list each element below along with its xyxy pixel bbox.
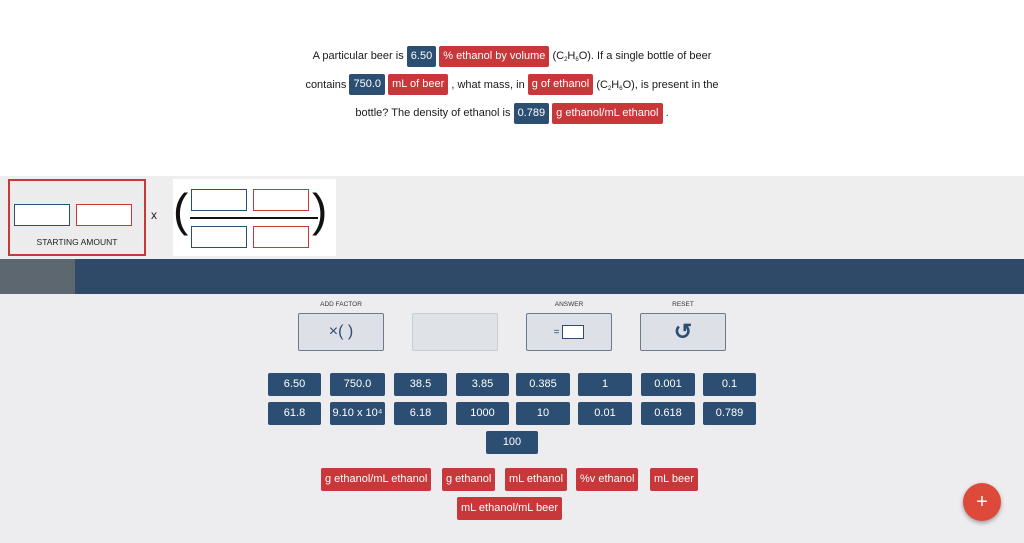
unit-tile[interactable]: mL ethanol/mL beer (457, 497, 562, 520)
unit-tile[interactable]: g ethanol (442, 468, 495, 491)
tile-panel (0, 294, 1024, 543)
question-fragment: O). If a single bottle of beer (578, 50, 712, 62)
number-tile[interactable]: 0.001 (641, 373, 695, 396)
question-fragment: O), is present in the (622, 78, 719, 91)
number-tile[interactable]: 0.789 (703, 402, 756, 425)
reset-label: RESET (672, 301, 694, 308)
denominator-unit-slot[interactable] (253, 226, 309, 248)
number-tile[interactable]: 1 (578, 373, 632, 396)
question-fragment: H (611, 78, 620, 91)
given-value-chip: 750.0 (349, 74, 385, 95)
unit-tile[interactable]: g ethanol/mL ethanol (321, 468, 431, 491)
given-unit-chip: % ethanol by volume (439, 46, 549, 67)
question-line-3 (0, 99, 1024, 128)
question-fragment: contains (305, 78, 347, 91)
number-tile[interactable]: 6.50 (268, 373, 321, 396)
question-fragment: H (567, 50, 576, 62)
right-paren: ) (312, 184, 328, 236)
left-paren: ( (173, 184, 189, 236)
number-tile[interactable]: 1000 (456, 402, 509, 425)
reset-button[interactable] (640, 313, 726, 351)
number-tile[interactable]: 3.85 (456, 373, 509, 396)
denominator-value-slot[interactable] (191, 226, 247, 248)
starting-unit-slot[interactable] (76, 204, 132, 226)
numerator-value-slot[interactable] (191, 189, 247, 211)
divider-bar (0, 259, 1024, 294)
unit-tile[interactable]: %v ethanol (576, 468, 638, 491)
number-tile[interactable]: 9.10 x 10⁴ (330, 402, 385, 425)
question-fragment: A particular beer is (312, 50, 404, 62)
equals-icon: = (553, 326, 560, 338)
conversion-factor (173, 179, 336, 256)
number-tile[interactable]: 0.618 (641, 402, 695, 425)
subscript: 6 (575, 57, 579, 63)
given-value-chip: 6.50 (407, 46, 436, 67)
question-fragment: . (665, 107, 669, 119)
add-factor-symbol: ×( ) (328, 323, 354, 340)
question-text (0, 42, 1024, 128)
add-fab-button[interactable]: + (963, 483, 1001, 521)
work-area (0, 176, 1024, 259)
question-fragment: (C (552, 50, 565, 62)
target-unit-chip: g of ethanol (528, 74, 594, 95)
number-tile[interactable]: 0.01 (578, 402, 632, 425)
starting-amount-box[interactable] (8, 179, 146, 256)
question-fragment: (C (596, 78, 608, 91)
multiply-sign: x (151, 208, 157, 222)
unit-tile[interactable]: mL beer (650, 468, 698, 491)
unit-tile[interactable]: mL ethanol (505, 468, 567, 491)
question-fragment: , what mass, in (451, 78, 525, 91)
answer-slot-icon (562, 325, 584, 339)
number-tile[interactable]: 750.0 (330, 373, 385, 396)
reset-icon: ↺ (673, 319, 693, 344)
question-fragment: bottle? The density of ethanol is (355, 107, 511, 119)
number-tile[interactable]: 61.8 (268, 402, 321, 425)
starting-value-slot[interactable] (14, 204, 70, 226)
add-factor-label: ADD FACTOR (320, 301, 362, 308)
given-unit-chip: mL of beer (388, 74, 448, 95)
number-tile[interactable]: 38.5 (394, 373, 447, 396)
number-tile[interactable]: 6.18 (394, 402, 447, 425)
subscript: 6 (619, 85, 623, 92)
starting-amount-label: STARTING AMOUNT (36, 237, 118, 247)
number-tile[interactable]: 100 (486, 431, 538, 454)
fraction-bar (190, 217, 318, 219)
numerator-unit-slot[interactable] (253, 189, 309, 211)
answer-button[interactable] (526, 313, 612, 351)
given-unit-chip: g ethanol/mL ethanol (552, 103, 662, 124)
given-value-chip: 0.789 (514, 103, 550, 124)
subscript: 2 (564, 57, 568, 63)
answer-label: ANSWER (554, 301, 584, 308)
divider-bar-left (0, 259, 75, 294)
add-factor-button[interactable] (298, 313, 384, 351)
empty-control (412, 313, 498, 351)
subscript: 2 (607, 85, 612, 92)
question-line-2 (0, 71, 1024, 100)
number-tile[interactable]: 0.385 (516, 373, 570, 396)
number-tile[interactable]: 0.1 (703, 373, 756, 396)
question-line-1 (0, 42, 1024, 71)
number-tile[interactable]: 10 (516, 402, 570, 425)
